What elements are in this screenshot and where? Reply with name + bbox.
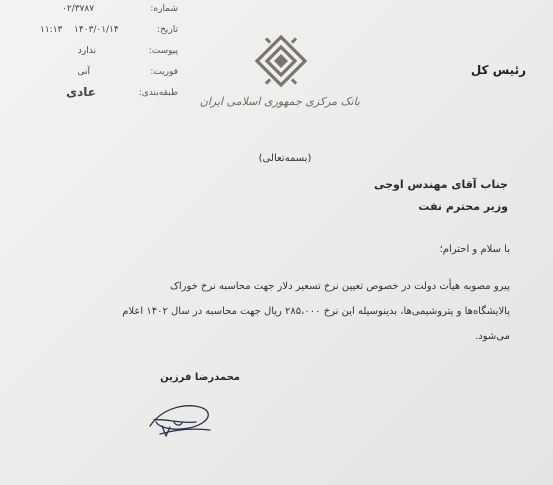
letter-number: ۰۲/۳۷۸۷ <box>62 4 95 14</box>
greeting: با سلام و احترام؛ <box>439 244 510 255</box>
recipient-title: وزیر محترم نفت <box>418 200 508 213</box>
bismillah-heading: (بسمه‌تعالی) <box>258 153 312 164</box>
attachment-label: پیوست: <box>148 46 178 56</box>
sender-title: رئیس کل <box>470 63 526 77</box>
organization-name: بانک مرکزی جمهوری اسلامی ایران <box>199 95 360 108</box>
letter-date: ۱۴۰۳/۰۱/۱۴ <box>74 25 119 35</box>
handwritten-signature <box>140 396 220 444</box>
date-label: تاریخ: <box>157 25 178 35</box>
letter-time: ۱۱:۱۳ <box>40 25 63 35</box>
urgency-label: فوریت: <box>150 67 178 77</box>
body-line-3: می‌شود. <box>475 331 510 342</box>
body-line-1: پیرو مصوبه هیأت دولت در خصوص تعیین نرخ تسعیر دلار جهت محاسبه نرخ خوراک <box>169 281 510 292</box>
urgency-value: آنی <box>77 67 90 77</box>
number-label: شماره: <box>150 4 178 14</box>
body-line-2: پالایشگاه‌ها و پتروشیمی‌ها، بدینوسیله این نرخ ۲۸۵،۰۰۰ ریال جهت محاسبه در سال ۱۴۰۲ اعلام <box>122 306 510 317</box>
recipient-name: جناب آقای مهندس اوجی <box>373 178 508 191</box>
classification-value: عادی <box>66 85 96 99</box>
signatory-name: محمدرضا فرزین <box>160 372 240 383</box>
central-bank-logo-icon <box>253 34 309 88</box>
attachment-value: ندارد <box>77 46 96 56</box>
classification-label: طبقه‌بندی: <box>138 88 178 98</box>
